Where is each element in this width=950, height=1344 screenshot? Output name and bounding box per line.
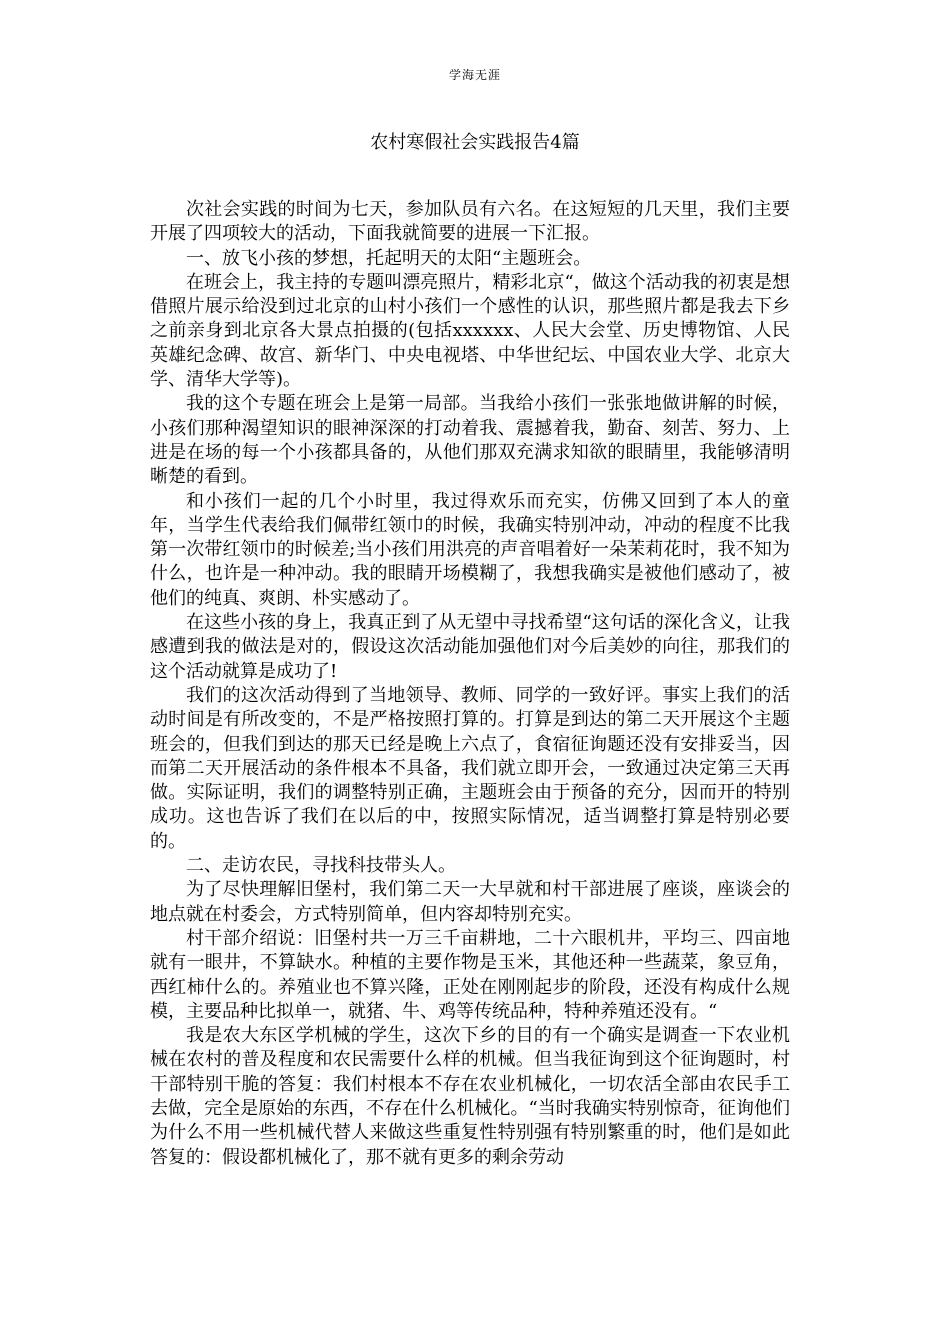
paragraph: 我是农大东区学机械的学生，这次下乡的目的有一个确实是调查一下农业机械在农村的普及程度和农民需要什么样的机械。但当我征询到这个征询题时，村干部特别干脆的答复：我们村根本不存在农业机械化，一切农活全部由农民手工去做，完全是原始的东西，不存在什么机械化。“当时我确实特别惊奇，征询他们为什么不用一些机械代替人来做这些重复性特别强有特别繁重的时，他们是如此答复的：假设都机械化了，那不就有更多的剩余劳动 (150, 1025, 790, 1168)
paragraph: 为了尽快理解旧堡村，我们第二天一大早就和村干部进展了座谈，座谈会的地点就在村委会，方式特别简单，但内容却特别充实。 (150, 879, 790, 925)
paragraph: 我的这个专题在班会上是第一局部。当我给小孩们一张张地做讲解的时候，小孩们那种渴望知识的眼神深深的打动着我、震撼着我，勤奋、刻苦、努力、上进是在场的每一个小孩都具备的，从他们那双充满求知欲的眼睛里，我能够清明晰楚的看到。 (150, 393, 790, 488)
paragraph: 村干部介绍说：旧堡村共一万三千亩耕地，二十六眼机井，平均三、四亩地就有一眼井，不算缺水。种植的主要作物是玉米，其他还种一些蔬菜，象豆角，西红柿什么的。养殖业也不算兴隆，正处在刚刚起步的阶段，还没有构成什么规模，主要品种比拟单一，就猪、牛、鸡等传统品种，特种养殖还没有。“ (150, 927, 790, 1022)
document-title: 农村寒假社会实践报告4篇 (370, 132, 580, 153)
paragraph: 我们的这次活动得到了当地领导、教师、同学的一致好评。事实上我们的活动时间是有所改变的，不是严格按照打算的。打算是到达的第二天开展这个主题班会的，但我们到达的那天已经是晚上六点了，食宿征询题还没有安排妥当，因而第二天开展活动的条件根本不具备，我们就立即开会，一致通过决定第三天再做。实际证明，我们的调整特别正确，主题班会由于预备的充分，因而开的特别成功。这也告诉了我们在以后的中，按照实际情况，适当调整打算是特别必要的。 (150, 684, 790, 852)
paragraph: 和小孩们一起的几个小时里，我过得欢乐而充实，仿佛又回到了本人的童年，当学生代表给我们佩带红领巾的时候，我确实特别冲动，冲动的程度不比我第一次带红领巾的时候差;当小孩们用洪亮的声音唱着好一朵茉莉花时，我不知为什么，也许是一种冲动。我的眼睛开场模糊了，我想我确实是被他们感动了，被他们的纯真、爽朗、朴实感动了。 (150, 490, 790, 609)
paragraph: 一、放飞小孩的梦想，托起明天的太阳“主题班会。 (186, 247, 592, 269)
paragraph: 在班会上，我主持的专题叫漂亮照片，精彩北京“，做这个活动我的初衷是想借照片展示给没到过北京的山村小孩们一个感性的认识，那些照片都是我去下乡之前亲身到北京各大景点拍摄的(包括xxxxxx、人民大会堂、历史博物馆、人民英雄纪念碑、故宫、新华门、中央电视塔、中华世纪坛、中国农业大学、北京大学、清华大学等)。 (150, 271, 790, 391)
page-header: 学海无涯 (448, 68, 501, 82)
paragraph: 次社会实践的时间为七天，参加队员有六名。在这短短的几天里，我们主要开展了四项较大的活动，下面我就简要的进展一下汇报。 (150, 199, 790, 245)
section-heading: 二、走访农民，寻找科技带头人。 (186, 855, 456, 877)
document-body (150, 198, 790, 1170)
paragraph: 在这些小孩的身上，我真正到了从无望中寻找希望“这句话的深化含义，让我感遭到我的做法是对的，假设这次活动能加强他们对今后美妙的向往，那我们的这个活动就算是成功了! (150, 612, 790, 682)
